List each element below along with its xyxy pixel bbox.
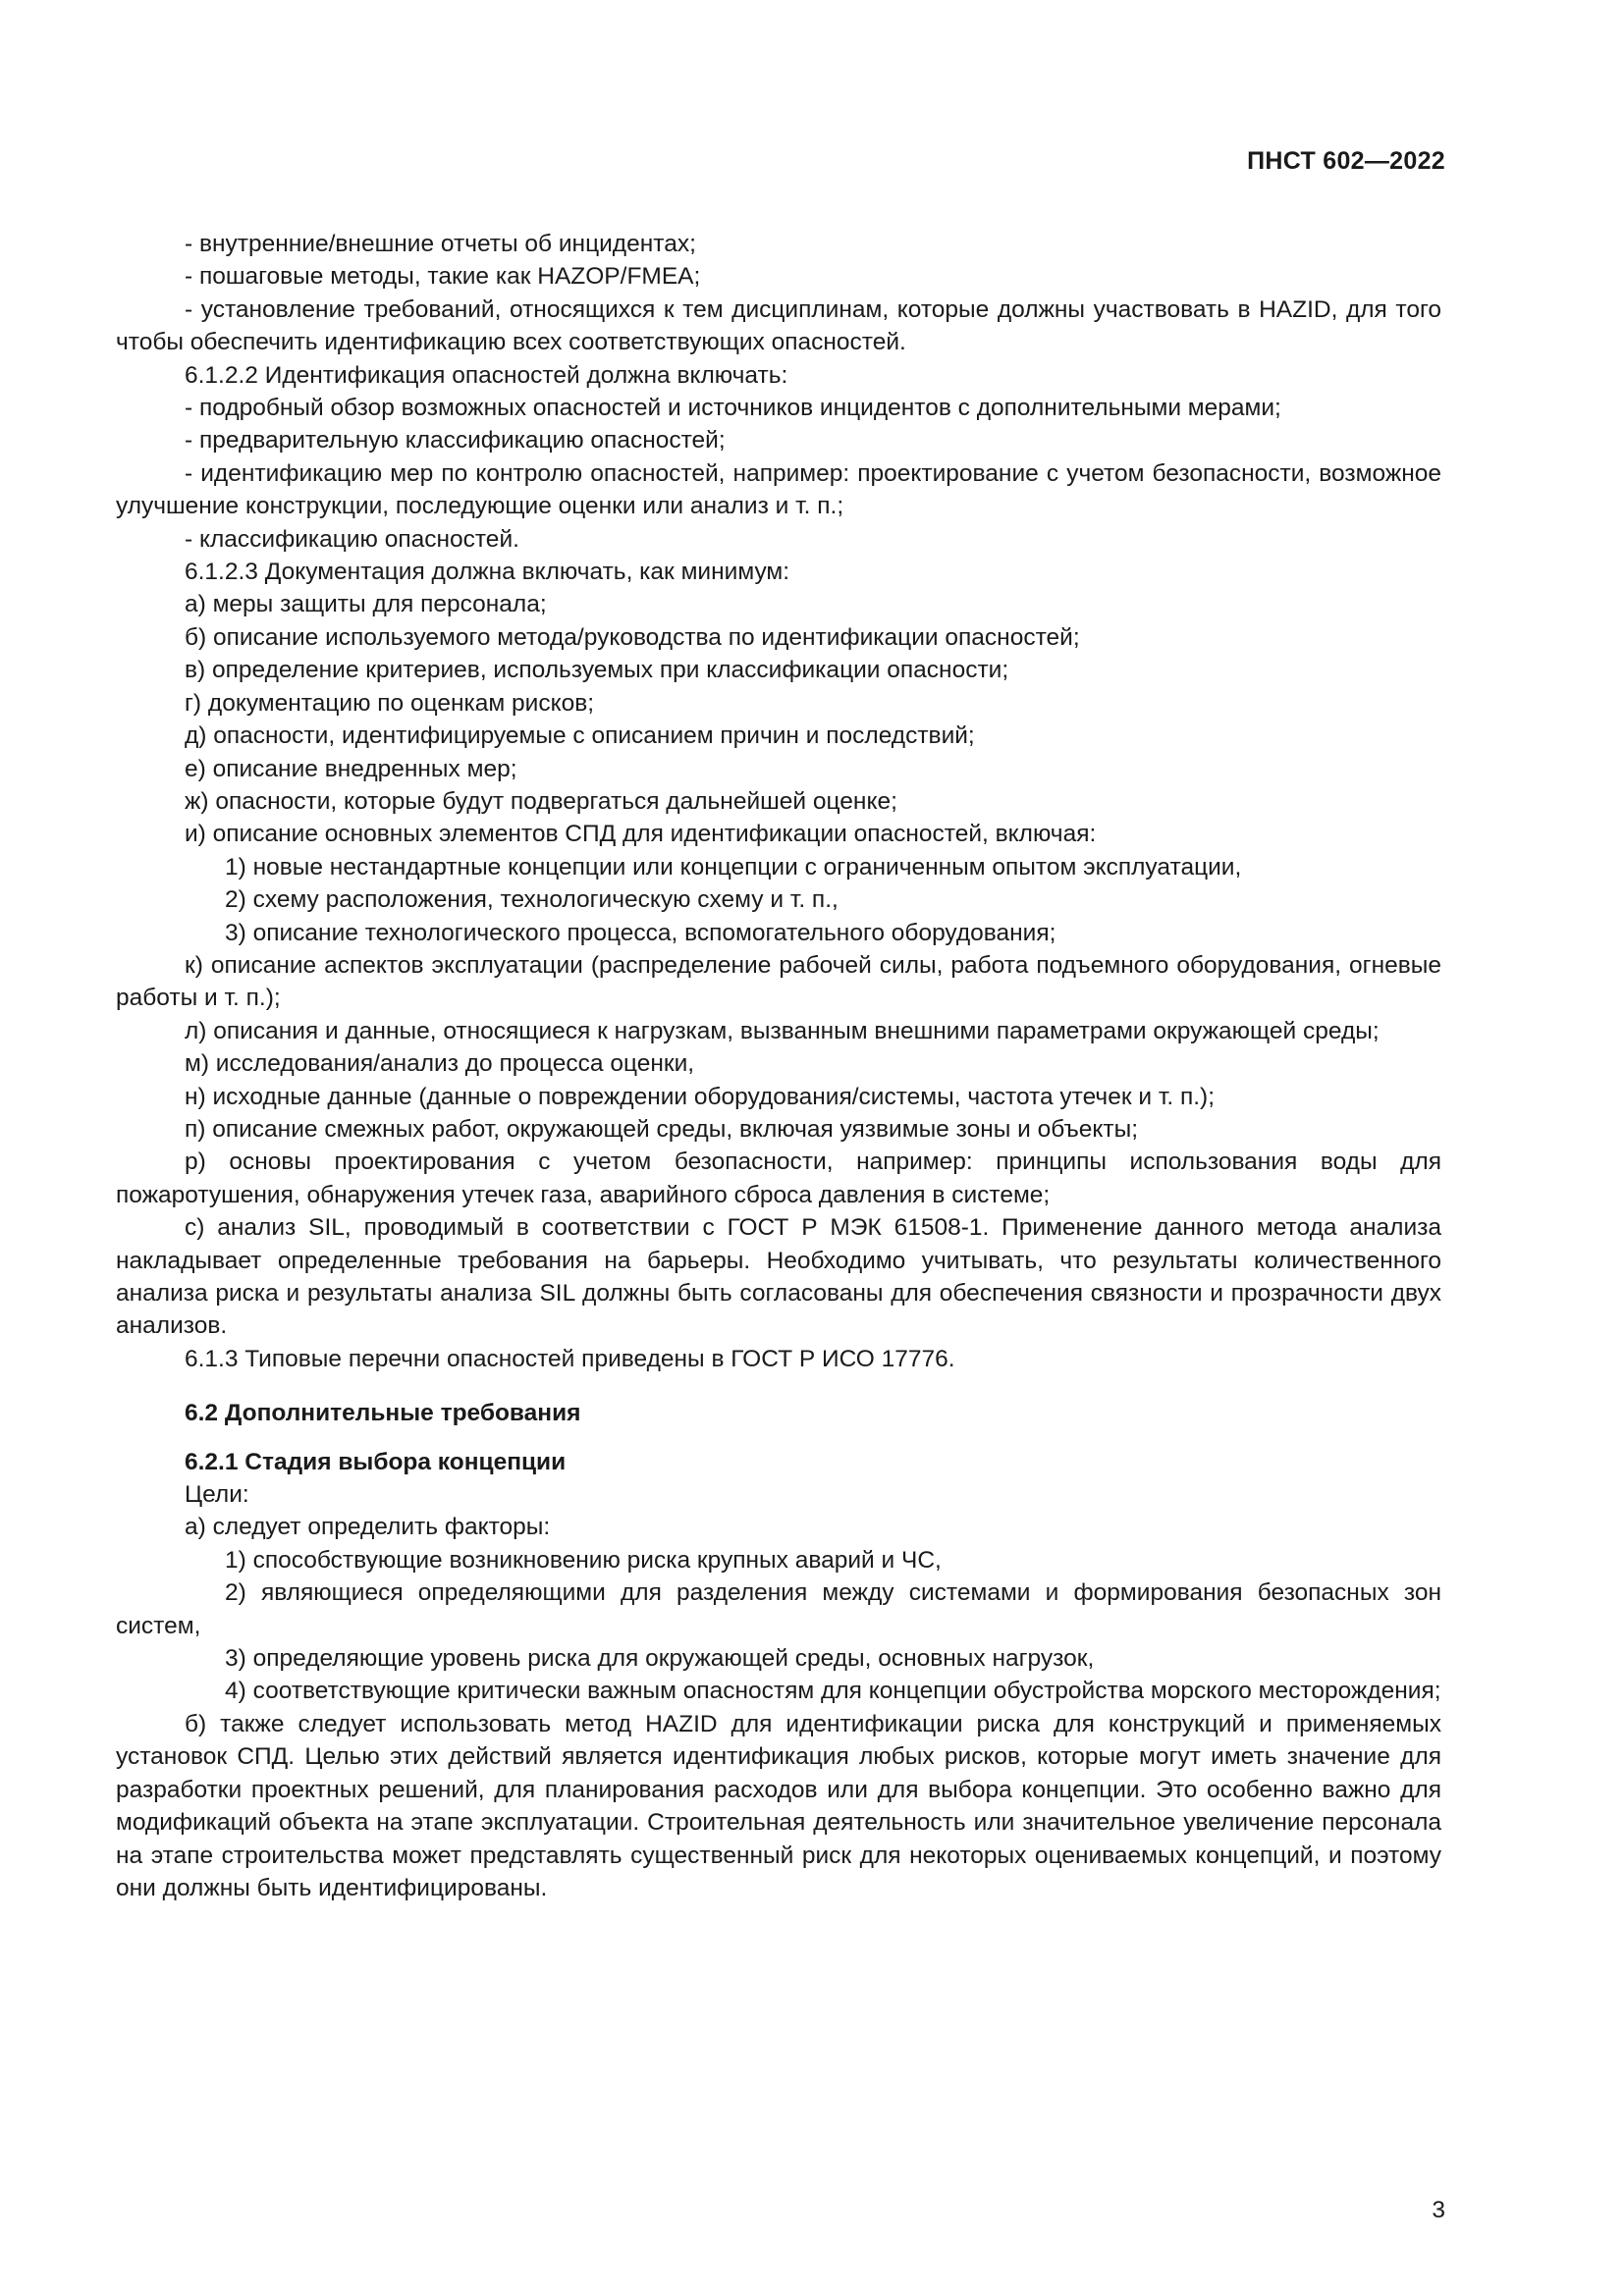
- subsection-heading-6-2-1: 6.2.1 Стадия выбора концепции: [185, 1448, 567, 1475]
- sub-list-item: 4) соответствующие критически важным опасностям для концепции обустройства морского месторождения;: [225, 1678, 1441, 1705]
- clause-6-1-2-2: 6.1.2.2 Идентификация опасностей должна включать:: [185, 361, 788, 389]
- paragraph: - идентификацию мер по контролю опасностей, например: проектирование с учетом безопасности, возможное улучшение конструкции, последующие оценки или анализ и т. п.;: [116, 459, 1441, 520]
- list-item: и) описание основных элементов СПД для идентификации опасностей, включая:: [185, 821, 1097, 848]
- sub-list-item: 3) определяющие уровень риска для окружающей среды, основных нагрузок,: [225, 1645, 1095, 1673]
- list-item: д) опасности, идентифицируемые с описанием причин и последствий;: [185, 722, 975, 750]
- clause-6-1-3: 6.1.3 Типовые перечни опасностей приведены в ГОСТ Р ИСО 17776.: [185, 1345, 955, 1372]
- clause-6-1-2-3: 6.1.2.3 Документация должна включать, как минимум:: [185, 559, 790, 586]
- list-item: б) описание используемого метода/руководства по идентификации опасностей;: [185, 623, 1080, 651]
- paragraph: - пошаговые методы, такие как HAZOP/FMEA;: [185, 263, 701, 291]
- list-item: б) также следует использовать метод HAZID для идентификации риска для конструкций и применяемых установок СПД. Целью этих действий является идентификация любых рисков, которые могут иметь значение для разработки проектных решений, для планирования расходов или для выбора концепции. Это особенно важно для модификаций объекта на этапе эксплуатации. Строительная деятельность или значительное увеличение персонала на этапе строительства может представлять существенный риск для некоторых оцениваемых концепций, и поэтому они должны быть идентифицированы.: [116, 1710, 1441, 1901]
- sub-list-item: 1) способствующие возникновению риска крупных аварий и ЧС,: [225, 1546, 942, 1574]
- list-item: в) определение критериев, используемых при классификации опасности;: [185, 657, 1009, 684]
- paragraph: Цели:: [185, 1481, 249, 1509]
- list-item: а) следует определить факторы:: [185, 1514, 551, 1541]
- page-number: 3: [1432, 2197, 1445, 2223]
- sub-list-item: 1) новые нестандартные концепции или концепции с ограниченным опытом эксплуатации,: [225, 853, 1242, 881]
- list-item: к) описание аспектов эксплуатации (распределение рабочей силы, работа подъемного оборудования, огневые работы и т. п.);: [116, 951, 1441, 1012]
- list-item: м) исследования/анализ до процесса оценки,: [185, 1050, 695, 1078]
- paragraph: - классификацию опасностей.: [185, 525, 519, 553]
- paragraph: - подробный обзор возможных опасностей и источников инцидентов с дополнительными мерами;: [185, 395, 1281, 422]
- sub-list-item: 2) являющиеся определяющими для разделения между системами и формирования безопасных зон систем,: [116, 1579, 1441, 1639]
- paragraph: - предварительную классификацию опасностей;: [185, 427, 726, 454]
- list-item: с) анализ SIL, проводимый в соответствии с ГОСТ Р МЭК 61508-1. Применение данного метода анализа накладывает определенные требования на барьеры. Необходимо учитывать, что результаты количественного анализа риска и результаты анализа SIL должны быть согласованы для обеспечения связности и прозрачности двух анализов.: [116, 1214, 1441, 1340]
- list-item: ж) опасности, которые будут подвергаться дальнейшей оценке;: [185, 787, 897, 815]
- list-item: р) основы проектирования с учетом безопасности, например: принципы использования воды для пожаротушения, обнаружения утечек газа, аварийного сброса давления в системе;: [116, 1148, 1441, 1208]
- section-heading-6-2: 6.2 Дополнительные требования: [185, 1400, 581, 1427]
- paragraph: - установление требований, относящихся к тем дисциплинам, которые должны участвовать в HAZID, для того чтобы обеспечить идентификацию всех соответствующих опасностей.: [116, 295, 1441, 356]
- document-code: ПНСТ 602—2022: [1247, 147, 1445, 175]
- list-item: л) описания и данные, относящиеся к нагрузкам, вызванным внешними параметрами окружающей среды;: [185, 1017, 1380, 1044]
- list-item: г) документацию по оценкам рисков;: [185, 689, 595, 717]
- list-item: а) меры защиты для персонала;: [185, 591, 547, 618]
- paragraph: - внутренние/внешние отчеты об инцидентах;: [185, 231, 696, 257]
- list-item: н) исходные данные (данные о повреждении оборудования/системы, частота утечек и т. п.);: [185, 1083, 1216, 1110]
- sub-list-item: 2) схему расположения, технологическую схему и т. п.,: [225, 886, 839, 914]
- list-item: е) описание внедренных мер;: [185, 755, 517, 782]
- list-item: п) описание смежных работ, окружающей среды, включая уязвимые зоны и объекты;: [185, 1115, 1139, 1143]
- document-body: [116, 228, 1441, 1904]
- sub-list-item: 3) описание технологического процесса, вспомогательного оборудования;: [225, 919, 1056, 946]
